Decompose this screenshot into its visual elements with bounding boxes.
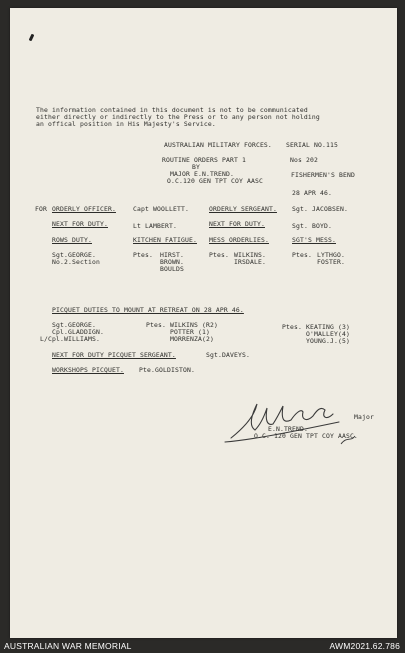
orderly-sergeant: Sgt. JACOBSEN. [292,205,348,213]
picquet-nco: Cpl.GLADDIGN. [52,328,104,336]
workshops-picquet-label: WORKSHOPS PICQUET. [52,366,124,374]
picquet-member: YOUNG.J.(5) [306,337,350,345]
rows-duty-section: No.2.Section [52,258,100,266]
signature-rank: Major [354,413,374,421]
location: FISHERMEN'S BEND [291,171,355,179]
order-date: 28 APR 46. [292,189,332,197]
picquet-col2-rank: Ptes. [146,321,166,329]
kitchen-fatigue-label: KITCHEN FATIGUE. [133,236,197,244]
notice-line-3: an offical position in His Majesty's Service. [36,120,216,128]
picquet-member: POTTER (1) [170,328,210,336]
orders-number: Nos 202 [290,156,318,164]
rows-duty-label: ROWS DUTY. [52,236,92,244]
notice-line-2: either directly or indirectly to the Press or to any person not holding [36,113,320,121]
sgts-mess-person: LYTHGO. [317,251,345,259]
next-for-duty-officer-label: NEXT FOR DUTY. [52,220,108,228]
issuing-unit: O.C.120 GEN TPT COY AASC [167,177,263,185]
sgts-mess-label: SGT'S MESS. [292,236,336,244]
next-picquet-sergeant: Sgt.DAVEYS. [206,351,250,359]
by-line: BY [192,163,200,171]
picquet-member: O'MALLEY(4) [306,330,350,338]
notice-line-1: The information contained in this document is not to be communicated [36,106,308,114]
kitchen-person: BOULDS [160,265,184,273]
next-officer: Lt LAMBERT. [133,222,177,230]
rows-duty-person: Sgt.GEORGE. [52,251,96,259]
workshops-picquet: Pte.GOLDISTON. [139,366,195,374]
signature-name: E.N.TREND. [268,425,308,433]
orders-title: ROUTINE ORDERS PART 1 [162,156,246,164]
picquet-member: KEATING (3) [306,323,350,331]
picquet-heading: PICQUET DUTIES TO MOUNT AT RETREAT ON 28 APR 46. [52,306,244,314]
punch-hole [29,34,35,42]
kitchen-rank: Ptes. [133,251,153,259]
orderly-sergeant-label: ORDERLY SERGEANT. [209,205,277,213]
next-picquet-sergeant-label: NEXT FOR DUTY PICQUET SERGEANT. [52,351,176,359]
picquet-member: WILKINS (R2) [170,321,218,329]
org-name: AUSTRALIAN MILITARY FORCES. [164,141,272,149]
picquet-col3-rank: Ptes. [282,323,302,331]
kitchen-person: BROWN. [160,258,184,266]
next-for-duty-sergeant-label: NEXT FOR DUTY. [209,220,265,228]
for-label: FOR [35,205,47,213]
kitchen-person: HIRST. [160,251,184,259]
mess-person: WILKINS. [234,251,266,259]
document-page [10,8,397,638]
picquet-nco: Sgt.GEORGE. [52,321,96,329]
serial-number: SERIAL NO.115 [286,141,338,149]
orderly-officer: Capt WOOLLETT. [133,205,189,213]
issuing-officer: MAJOR E.N.TREND. [170,170,234,178]
signature-unit: O.C. 120 GEN TPT COY AASC. [254,432,358,440]
orderly-officer-label: ORDERLY OFFICER. [52,205,116,213]
mess-rank: Ptes. [209,251,229,259]
sgts-mess-person: FOSTER. [317,258,345,266]
footer-accession-number: AWM2021.62.786 [329,641,400,651]
mess-person: IRSDALE. [234,258,266,266]
footer-institution: AUSTRALIAN WAR MEMORIAL [4,641,132,651]
mess-orderlies-label: MESS ORDERLIES. [209,236,269,244]
next-sergeant: Sgt. BOYD. [292,222,332,230]
picquet-nco: L/Cpl.WILLIAMS. [40,335,100,343]
picquet-member: MORRENZA(2) [170,335,214,343]
sgts-mess-rank: Ptes. [292,251,312,259]
